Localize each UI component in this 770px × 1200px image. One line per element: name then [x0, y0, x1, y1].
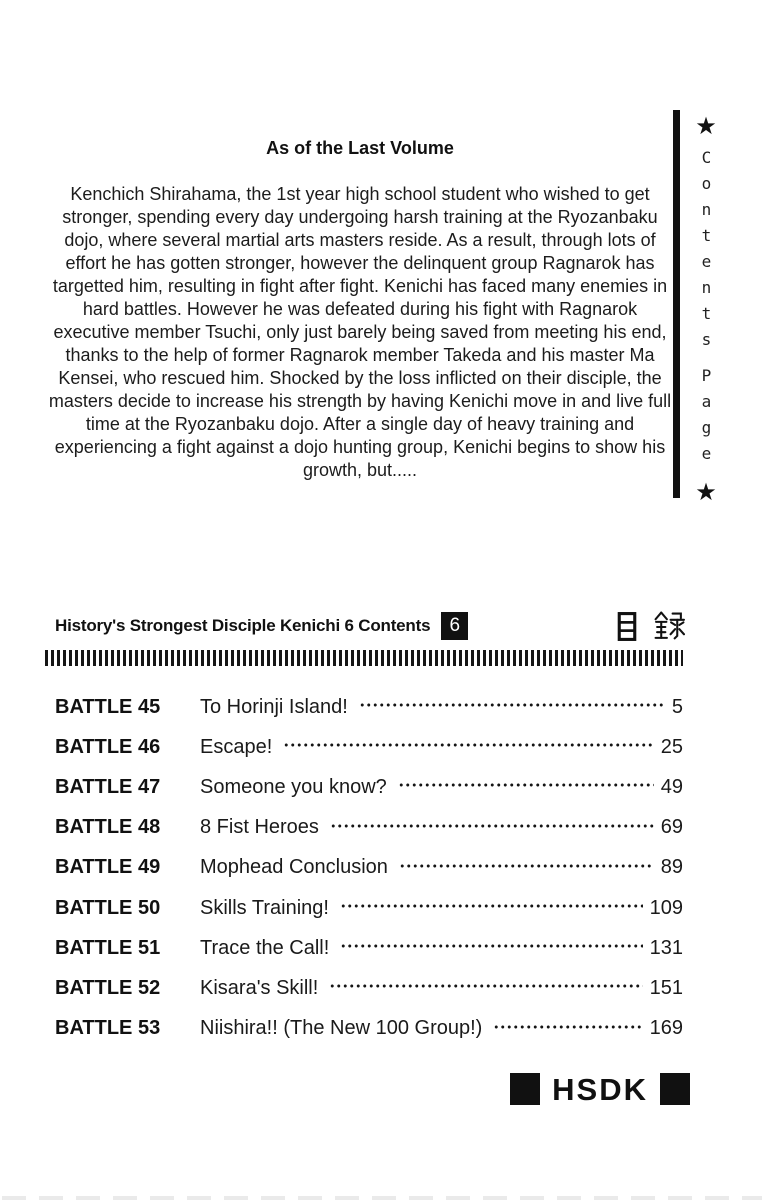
- battle-title: 8 Fist Heroes: [200, 816, 319, 839]
- last-volume-synopsis: [36, 138, 684, 482]
- battle-label: BATTLE 53: [55, 1017, 161, 1040]
- table-row: [55, 808, 683, 848]
- battle-title: To Horinji Island!: [200, 695, 348, 718]
- brand-text: HSDK: [552, 1071, 648, 1107]
- contents-header: [55, 610, 685, 642]
- battle-label: BATTLE 49: [55, 856, 161, 879]
- table-row: [55, 848, 683, 888]
- page-number: 151: [649, 976, 683, 999]
- page-number: 89: [660, 856, 683, 879]
- dot-leader: [398, 776, 654, 794]
- battle-title: Trace the Call!: [200, 936, 330, 959]
- battle-title: Skills Training!: [200, 896, 329, 919]
- battle-label: BATTLE 46: [55, 735, 161, 758]
- scan-bleed-artifact: [2, 1196, 762, 1200]
- table-row: [55, 1009, 683, 1049]
- striped-divider: [45, 650, 683, 666]
- table-row: [55, 928, 683, 968]
- table-row: [55, 888, 683, 928]
- black-square-icon: [660, 1073, 690, 1105]
- page-number: 25: [660, 735, 683, 758]
- battle-label: BATTLE 52: [55, 976, 161, 999]
- battle-label: BATTLE 45: [55, 695, 161, 718]
- kanji-me-icon: [614, 611, 640, 642]
- dot-leader: [340, 897, 643, 915]
- page-number: 69: [660, 816, 683, 839]
- dot-leader: [283, 736, 653, 754]
- contents-header-title: History's Strongest Disciple Kenichi 6 Contents: [55, 616, 431, 635]
- dot-leader: [399, 857, 654, 875]
- battle-label: BATTLE 50: [55, 896, 161, 919]
- dot-leader: [493, 1018, 642, 1036]
- dot-leader: [340, 937, 642, 955]
- battle-title: Mophead Conclusion: [200, 856, 388, 879]
- dot-leader: [359, 696, 665, 714]
- page-number: 49: [660, 775, 683, 798]
- kanji-contents-label: [614, 611, 685, 642]
- page-number: 109: [649, 896, 683, 919]
- page-number: 5: [671, 695, 683, 718]
- hsdk-brand: [510, 1073, 690, 1105]
- battle-list: [55, 687, 683, 1049]
- table-row: [55, 767, 683, 807]
- table-row: [55, 727, 683, 767]
- dot-leader: [330, 817, 654, 835]
- black-square-icon: [510, 1073, 540, 1105]
- star-icon: ★: [695, 112, 717, 140]
- page-number: 131: [649, 936, 683, 959]
- synopsis-body-text: Kenchich Shirahama, the 1st year high school student who wished to get stronger, spending every day undergoing harsh training at the Ryozanbaku dojo, where several martial arts masters reside. As a result, through lots of effort he has gotten stronger, however the delinquent group Ragnarok has targetted him, resulting in fight after fight. Kenichi has faced many enemies in hard battles. However he was defeated during his fight with Ragnarok executive member Tsuchi, only just barely being saved from meeting his end, thanks to the help of former Ragnarok member Takeda and his master Ma Kensei, who rescued him. Shocked by the loss inflicted on their disciple, the masters decide to increase his strength by having Kenichi move in and live full time at the Ryozanbaku dojo. After a single day of heavy training and experiencing a fight against a dojo hunting group, Kenichi begins to show his growth, but.....: [48, 184, 672, 480]
- battle-title: Escape!: [200, 735, 273, 758]
- vertical-word-contents: Contents: [697, 148, 716, 356]
- battle-label: BATTLE 48: [55, 816, 161, 839]
- kanji-roku-icon: [654, 611, 685, 642]
- battle-label: BATTLE 47: [55, 775, 161, 798]
- vertical-word-page: Page: [697, 366, 716, 470]
- dot-leader: [329, 977, 642, 995]
- battle-title: Niishira!! (The New 100 Group!): [200, 1017, 483, 1040]
- table-row: [55, 687, 683, 727]
- table-row: [55, 968, 683, 1008]
- contents-page-vertical-label: [688, 114, 724, 504]
- volume-number-badge: 6: [441, 612, 468, 640]
- star-icon: ★: [695, 478, 717, 506]
- battle-label: BATTLE 51: [55, 936, 161, 959]
- page-number: 169: [649, 1017, 683, 1040]
- synopsis-title: As of the Last Volume: [266, 138, 454, 158]
- vertical-rule: [673, 110, 680, 498]
- battle-title: Kisara's Skill!: [200, 976, 319, 999]
- battle-title: Someone you know?: [200, 775, 387, 798]
